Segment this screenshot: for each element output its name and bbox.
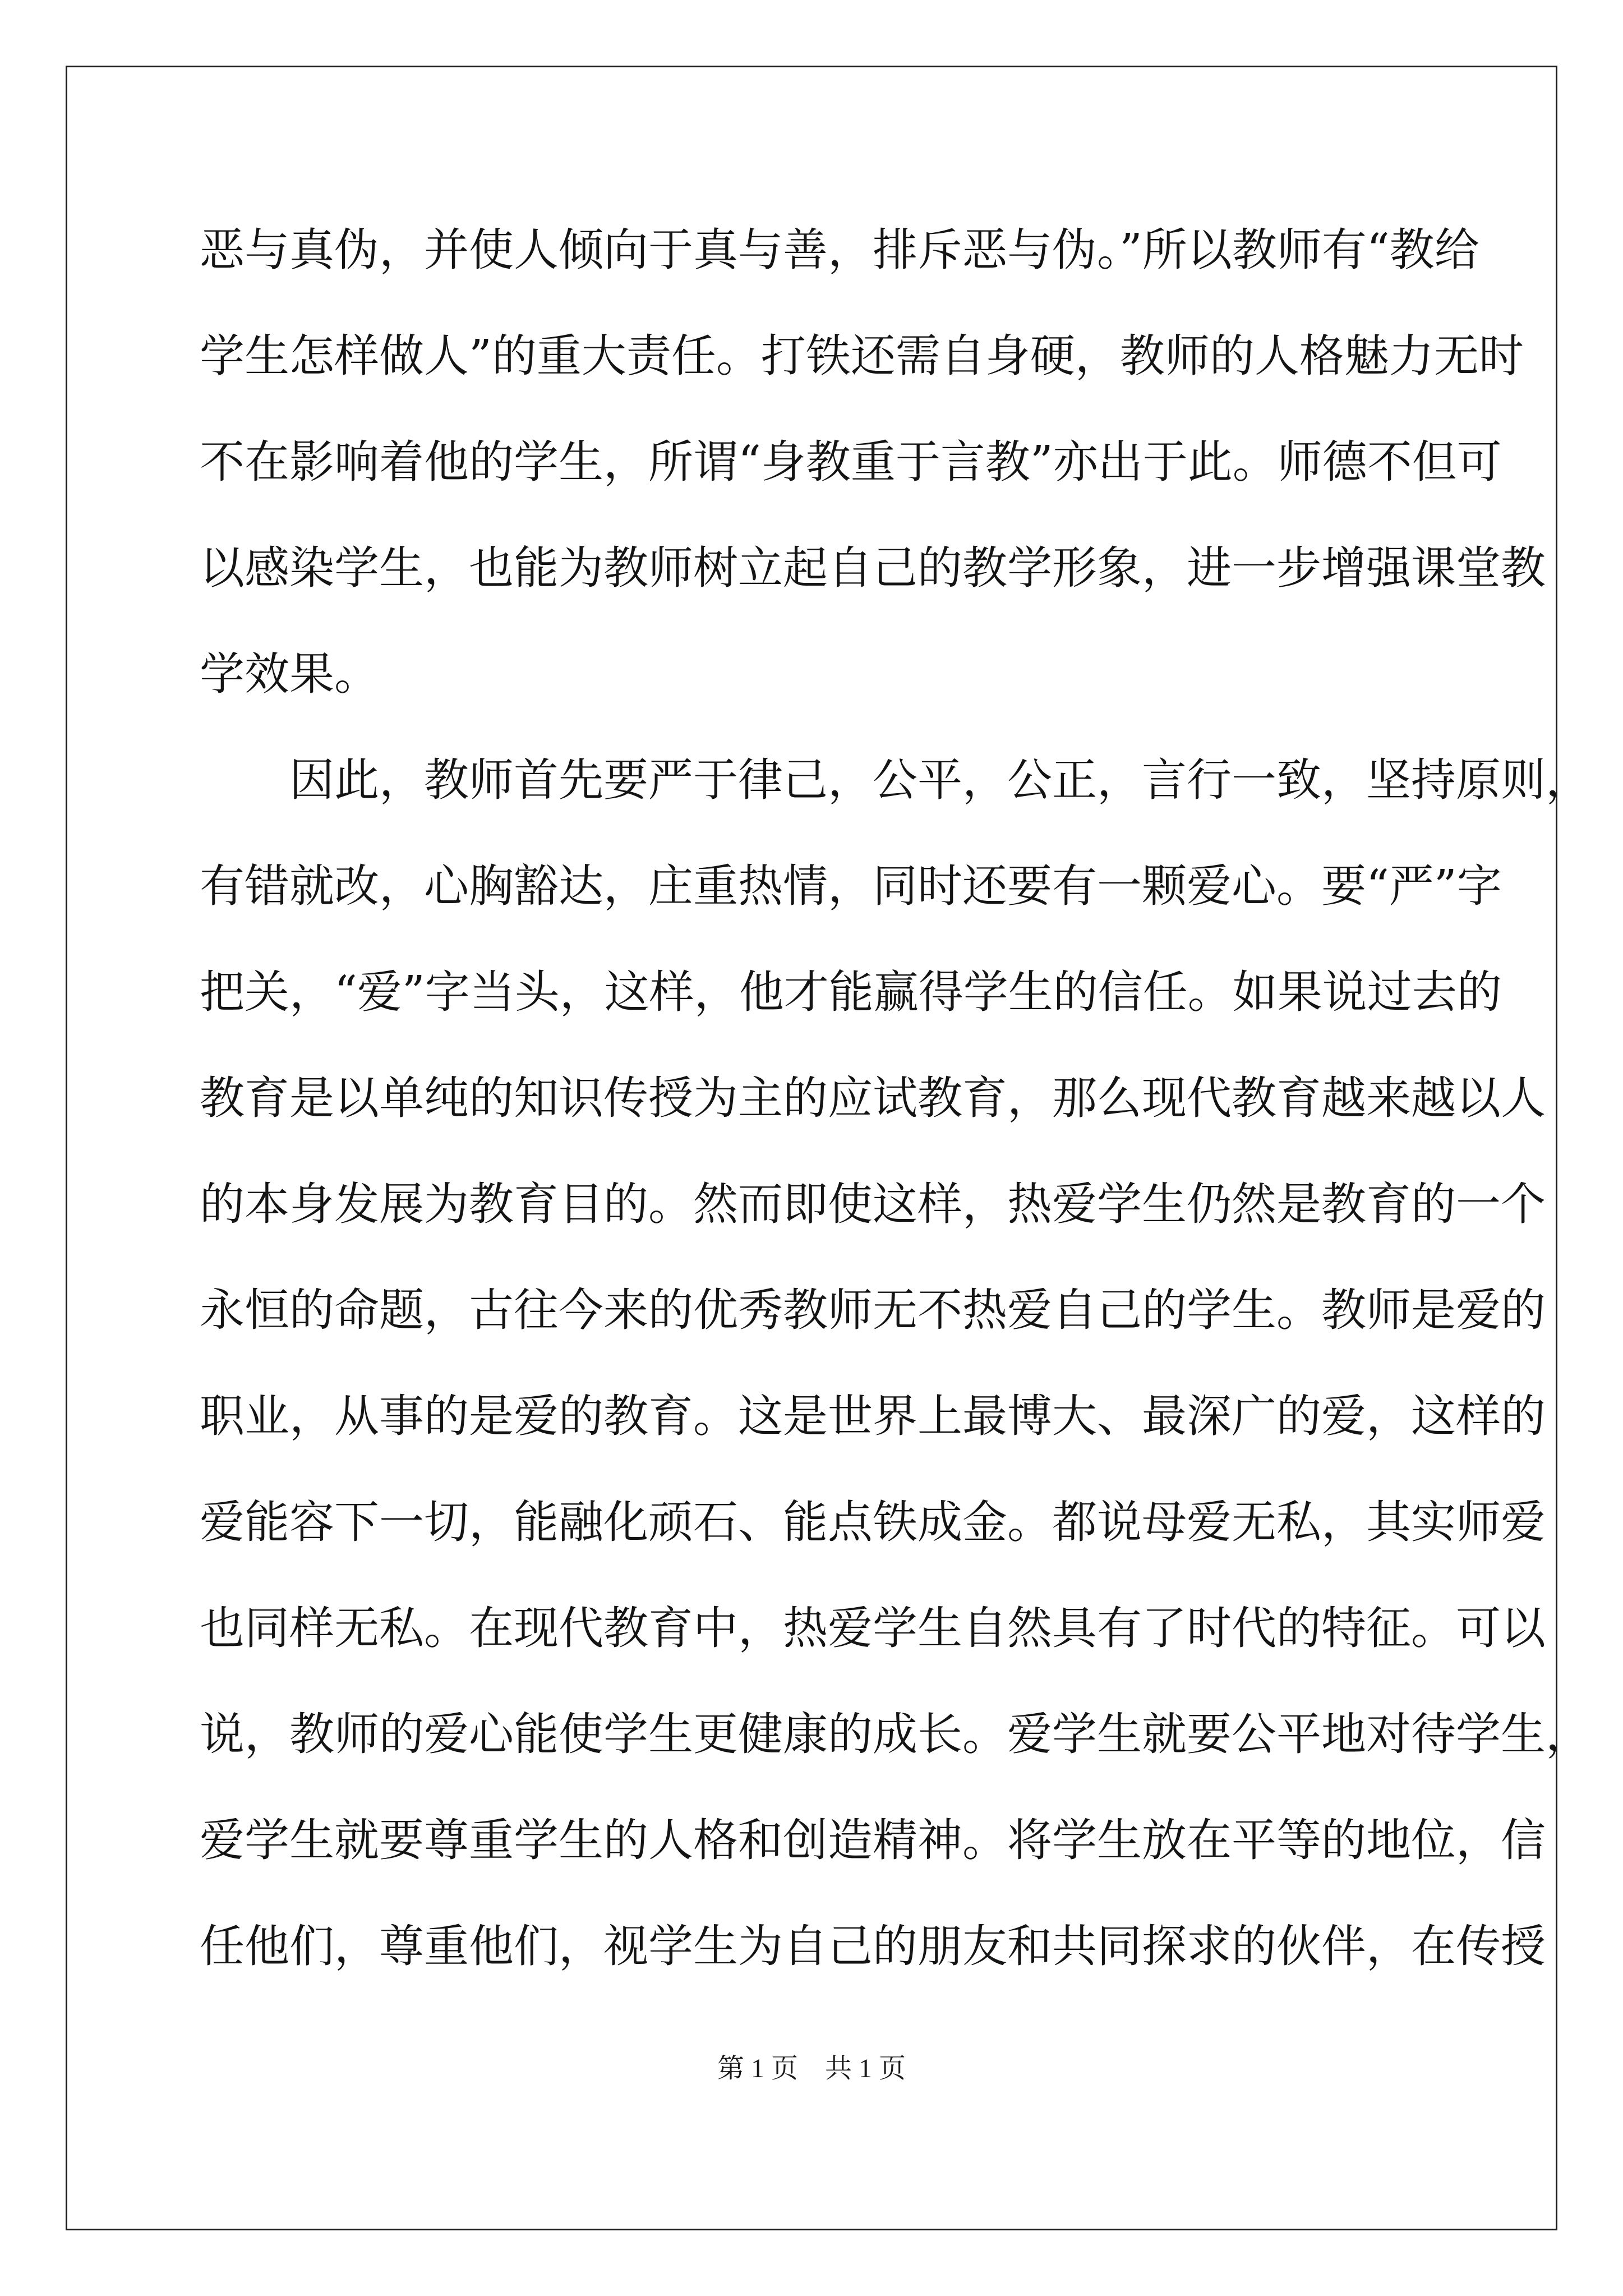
text-line: 也同样无私。在现代教育中，热爱学生自然具有了时代的特征。可以: [200, 1602, 1546, 1654]
text-line: 爱学生就要尊重学生的人格和创造精神。将学生放在平等的地位，信: [200, 1814, 1546, 1866]
text-line: 恶与真伪，并使人倾向于真与善，排斥恶与伪。”所以教师有“教给: [200, 224, 1479, 276]
text-line: 爱能容下一切，能融化顽石、能点铁成金。都说母爱无私，其实师爱: [200, 1496, 1546, 1548]
text-line: 职业，从事的是爱的教育。这是世界上最博大、最深广的爱，这样的: [200, 1390, 1546, 1442]
text-line: 有错就改，心胸豁达，庄重热情，同时还要有一颗爱心。要“严”字: [200, 860, 1502, 912]
text-line: 以感染学生，也能为教师树立起自己的教学形象，进一步增强课堂教: [200, 542, 1546, 594]
text-line: 学效果。: [200, 648, 379, 700]
text-line: 把关，“爱”字当头，这样，他才能赢得学生的信任。如果说过去的: [200, 966, 1502, 1018]
page-footer: 第 1 页 共 1 页: [717, 2054, 906, 2083]
text-line: 学生怎样做人”的重大责任。打铁还需自身硬，教师的人格魅力无时: [200, 330, 1524, 382]
text-line: 永恒的命题，古往今来的优秀教师无不热爱自己的学生。教师是爱的: [200, 1284, 1546, 1336]
text-line: 不在影响着他的学生，所谓“身教重于言教”亦出于此。师德不但可: [200, 436, 1502, 488]
text-line: 因此，教师首先要严于律己，公平，公正，言行一致，坚持原则，: [200, 754, 1590, 806]
page-border: [66, 66, 1557, 2230]
text-line: 的本身发展为教育目的。然而即使这样，热爱学生仍然是教育的一个: [200, 1178, 1546, 1230]
text-line: 教育是以单纯的知识传授为主的应试教育，那么现代教育越来越以人: [200, 1072, 1546, 1124]
text-line: 任他们，尊重他们，视学生为自己的朋友和共同探求的伙伴，在传授: [200, 1920, 1546, 1972]
text-line: 说，教师的爱心能使学生更健康的成长。爱学生就要公平地对待学生，: [200, 1708, 1590, 1760]
